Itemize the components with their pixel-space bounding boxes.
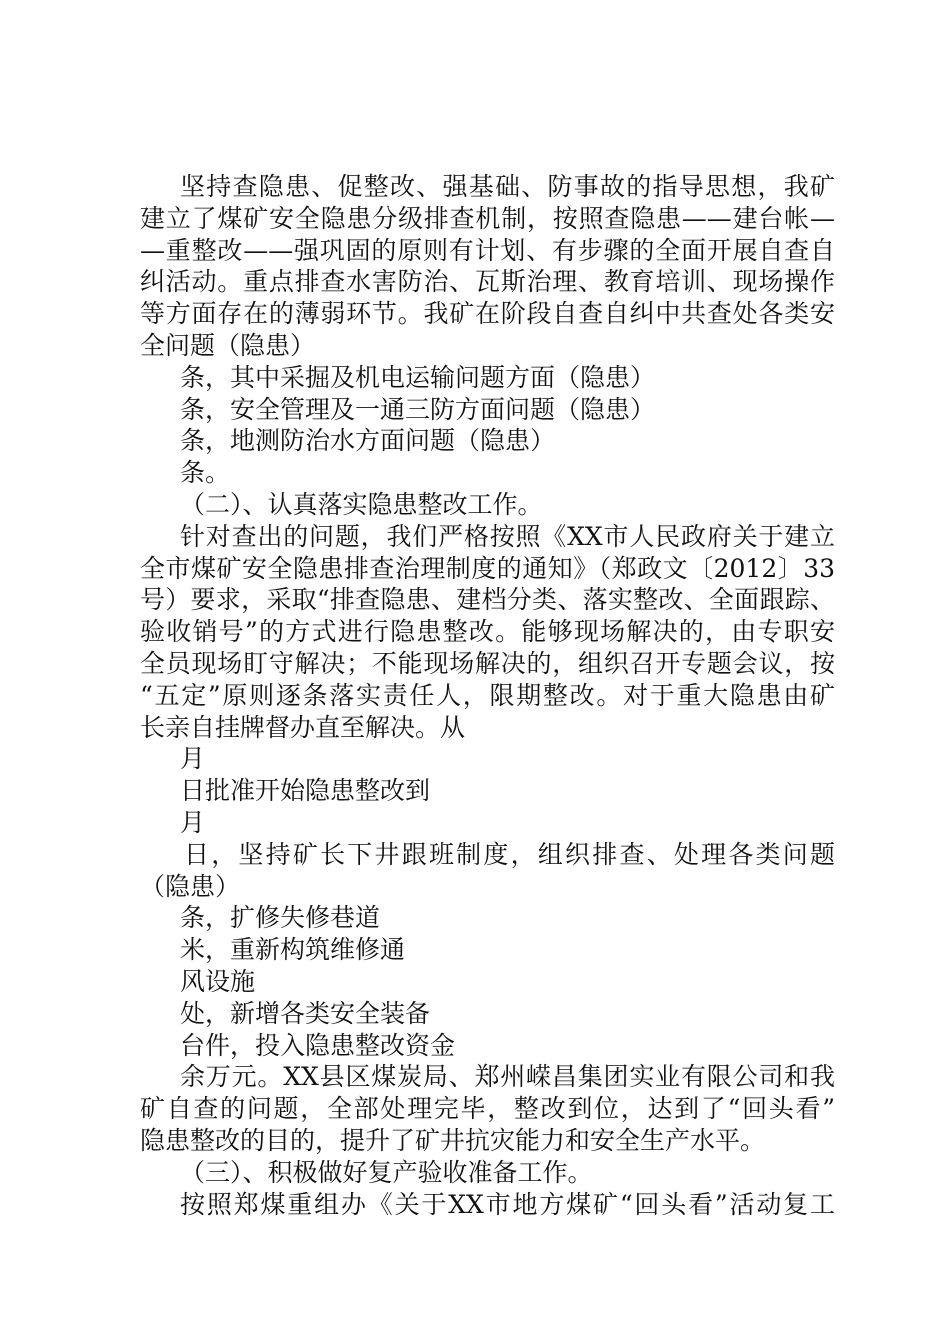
paragraph-line: 验收销号”的方式进行隐患整改。能够现场解决的，由专职安	[140, 617, 835, 647]
paragraph-line: （隐患）	[140, 871, 241, 901]
paragraph-line: “五定”原则逐条落实责任人，限期整改。对于重大隐患由矿	[140, 680, 835, 710]
paragraph-line: 余万元。XX县区煤炭局、郑州嵘昌集团实业有限公司和我	[180, 1062, 835, 1092]
paragraph-line: 条，其中采掘及机电运输问题方面（隐患）	[180, 362, 656, 392]
paragraph-line: 处，新增各类安全装备	[180, 998, 431, 1028]
paragraph-line: 等方面存在的薄弱环节。我矿在阶段自查自纠中共查处各类安	[140, 299, 835, 329]
section-heading: （三）、积极做好复产验收准备工作。	[180, 1157, 593, 1187]
paragraph-line: 号）要求，采取“排查隐患、建档分类、落实整改、全面跟踪、	[140, 585, 835, 615]
paragraph-line: 按照郑煤重组办《关于XX市地方煤矿“回头看”活动复工	[180, 1189, 835, 1219]
paragraph-line: 日批准开始隐患整改到	[180, 776, 431, 806]
paragraph-line: 条，扩修失修巷道	[180, 903, 381, 933]
paragraph-line: 矿自查的问题，全部处理完毕，整改到位，达到了“回头看”	[140, 1094, 835, 1124]
paragraph-line: —重整改——强巩固的原则有计划、有步骤的全面开展自查自	[140, 235, 835, 265]
paragraph-line: 条，安全管理及一通三防方面问题（隐患）	[180, 394, 656, 424]
paragraph-line: 条。	[180, 458, 231, 488]
paragraph-line: 全问题（隐患）	[140, 330, 316, 360]
paragraph-line: 坚持查隐患、促整改、强基础、防事故的指导思想，我矿	[180, 172, 835, 201]
document-body	[140, 171, 835, 1220]
paragraph-line: 隐患整改的目的，提升了矿井抗灾能力和安全生产水平。	[140, 1125, 766, 1155]
paragraph-line: 风设施	[180, 966, 256, 996]
paragraph-line: 纠活动。重点排查水害防治、瓦斯治理、教育培训、现场操作	[140, 267, 835, 297]
paragraph-line: 月	[180, 807, 206, 837]
paragraph-line: 全员现场盯守解决；不能现场解决的，组织召开专题会议，按	[140, 648, 835, 678]
paragraph-line: 长亲自挂牌督办直至解决。从	[140, 712, 466, 742]
paragraph-line: 日，坚持矿长下井跟班制度，组织排查、处理各类问题	[184, 839, 835, 869]
section-heading: （二）、认真落实隐患整改工作。	[180, 489, 543, 519]
paragraph-line: 全市煤矿安全隐患排查治理制度的通知》（郑政文〔2012〕33	[140, 553, 835, 583]
paragraph-line: 针对查出的问题，我们严格按照《XX市人民政府关于建立	[180, 521, 835, 551]
paragraph-line: 米，重新构筑维修通	[180, 935, 406, 965]
paragraph-line: 月	[180, 744, 206, 774]
paragraph-line: 条，地测防治水方面问题（隐患）	[180, 426, 556, 456]
paragraph-line: 台件，投入隐患整改资金	[180, 1030, 456, 1060]
paragraph-line: 建立了煤矿安全隐患分级排查机制，按照查隐患——建台帐—	[140, 203, 835, 233]
